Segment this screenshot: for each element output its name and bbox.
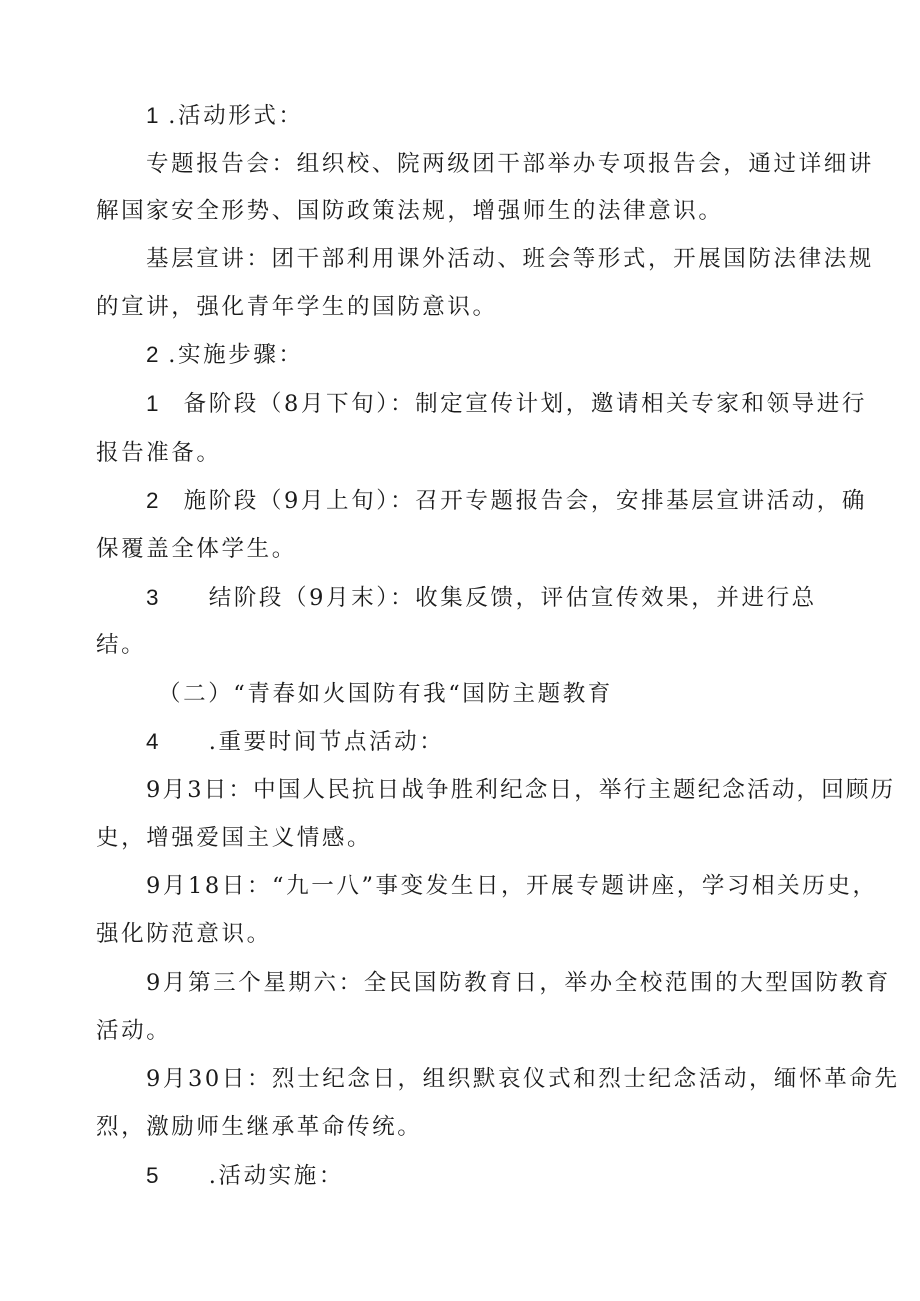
paragraph-line	[96, 823, 372, 853]
paragraph-text: 活动。	[96, 1018, 172, 1044]
paragraph-text: 结。	[96, 632, 147, 658]
heading-text: .活动实施：	[158, 1163, 344, 1189]
heading-text: .实施步骤：	[158, 342, 304, 368]
paragraph-text: 专题报告会：组织校、院两级团干部举办专项报告会，通过详细讲	[146, 151, 874, 177]
paragraph-text: 9月3日：中国人民抗日战争胜利纪念日，举行主题纪念活动，回顾历	[146, 777, 896, 803]
paragraph-line	[96, 630, 146, 660]
heading-activity-form	[146, 101, 304, 131]
paragraph-line	[96, 919, 272, 949]
item-number: 1	[146, 391, 159, 416]
item-number: 5	[146, 1163, 159, 1188]
heading-activity-implementation	[146, 1161, 344, 1191]
paragraph-text: 施阶段（9月上旬）：召开专题报告会，安排基层宣讲活动，确	[158, 488, 867, 514]
paragraph-text: 烈，激励师生继承革命传统。	[96, 1114, 423, 1140]
heading-text: .重要时间节点活动：	[158, 729, 445, 755]
paragraph-text: 强化防范意识。	[96, 921, 272, 947]
paragraph-text: 保覆盖全体学生。	[96, 536, 297, 562]
heading-key-dates	[146, 727, 444, 757]
paragraph-line	[96, 1112, 422, 1142]
item-number: 2	[146, 342, 159, 367]
paragraph-line	[146, 968, 891, 998]
paragraph-text: 9月第三个星期六：全民国防教育日，举办全校范围的大型国防教育	[146, 970, 891, 996]
paragraph-line	[146, 775, 895, 805]
paragraph-line	[146, 244, 874, 274]
paragraph-line	[96, 438, 222, 468]
item-number: 3	[146, 585, 159, 610]
item-number: 4	[146, 729, 159, 754]
item-number: 2	[146, 488, 159, 513]
section-heading	[158, 679, 613, 709]
paragraph-text: 的宣讲，强化青年学生的国防意识。	[96, 294, 498, 320]
section-heading-text: （二）“青春如火国防有我“国防主题教育	[158, 681, 613, 707]
paragraph-text: 结阶段（9月末）：收集反馈，评估宣传效果，并进行总	[158, 585, 817, 611]
paragraph-text: 史，增强爱国主义情感。	[96, 825, 373, 851]
paragraph-line	[146, 149, 874, 179]
paragraph-line	[146, 871, 878, 901]
paragraph-text: 基层宣讲：团干部利用课外活动、班会等形式，开展国防法律法规	[146, 246, 874, 272]
paragraph-line	[96, 196, 724, 226]
paragraph-line	[146, 389, 867, 419]
paragraph-text: 9月30日：烈士纪念日，组织默哀仪式和烈士纪念活动，缅怀革命先	[146, 1066, 900, 1092]
paragraph-line	[96, 534, 297, 564]
paragraph-line	[96, 1016, 171, 1046]
heading-text: .活动形式：	[158, 103, 304, 129]
paragraph-line	[146, 1064, 900, 1094]
heading-implementation-steps	[146, 340, 304, 370]
paragraph-text: 报告准备。	[96, 440, 222, 466]
item-number: 1	[146, 103, 159, 128]
paragraph-line	[96, 292, 498, 322]
paragraph-line	[146, 486, 867, 516]
paragraph-line	[146, 583, 817, 613]
paragraph-text: 备阶段（8月下旬）：制定宣传计划，邀请相关专家和领导进行	[158, 391, 867, 417]
paragraph-text: 解国家安全形势、国防政策法规，增强师生的法律意识。	[96, 198, 724, 224]
paragraph-text: 9月18日：“九一八”事变发生日，开展专题讲座，学习相关历史，	[146, 873, 878, 899]
